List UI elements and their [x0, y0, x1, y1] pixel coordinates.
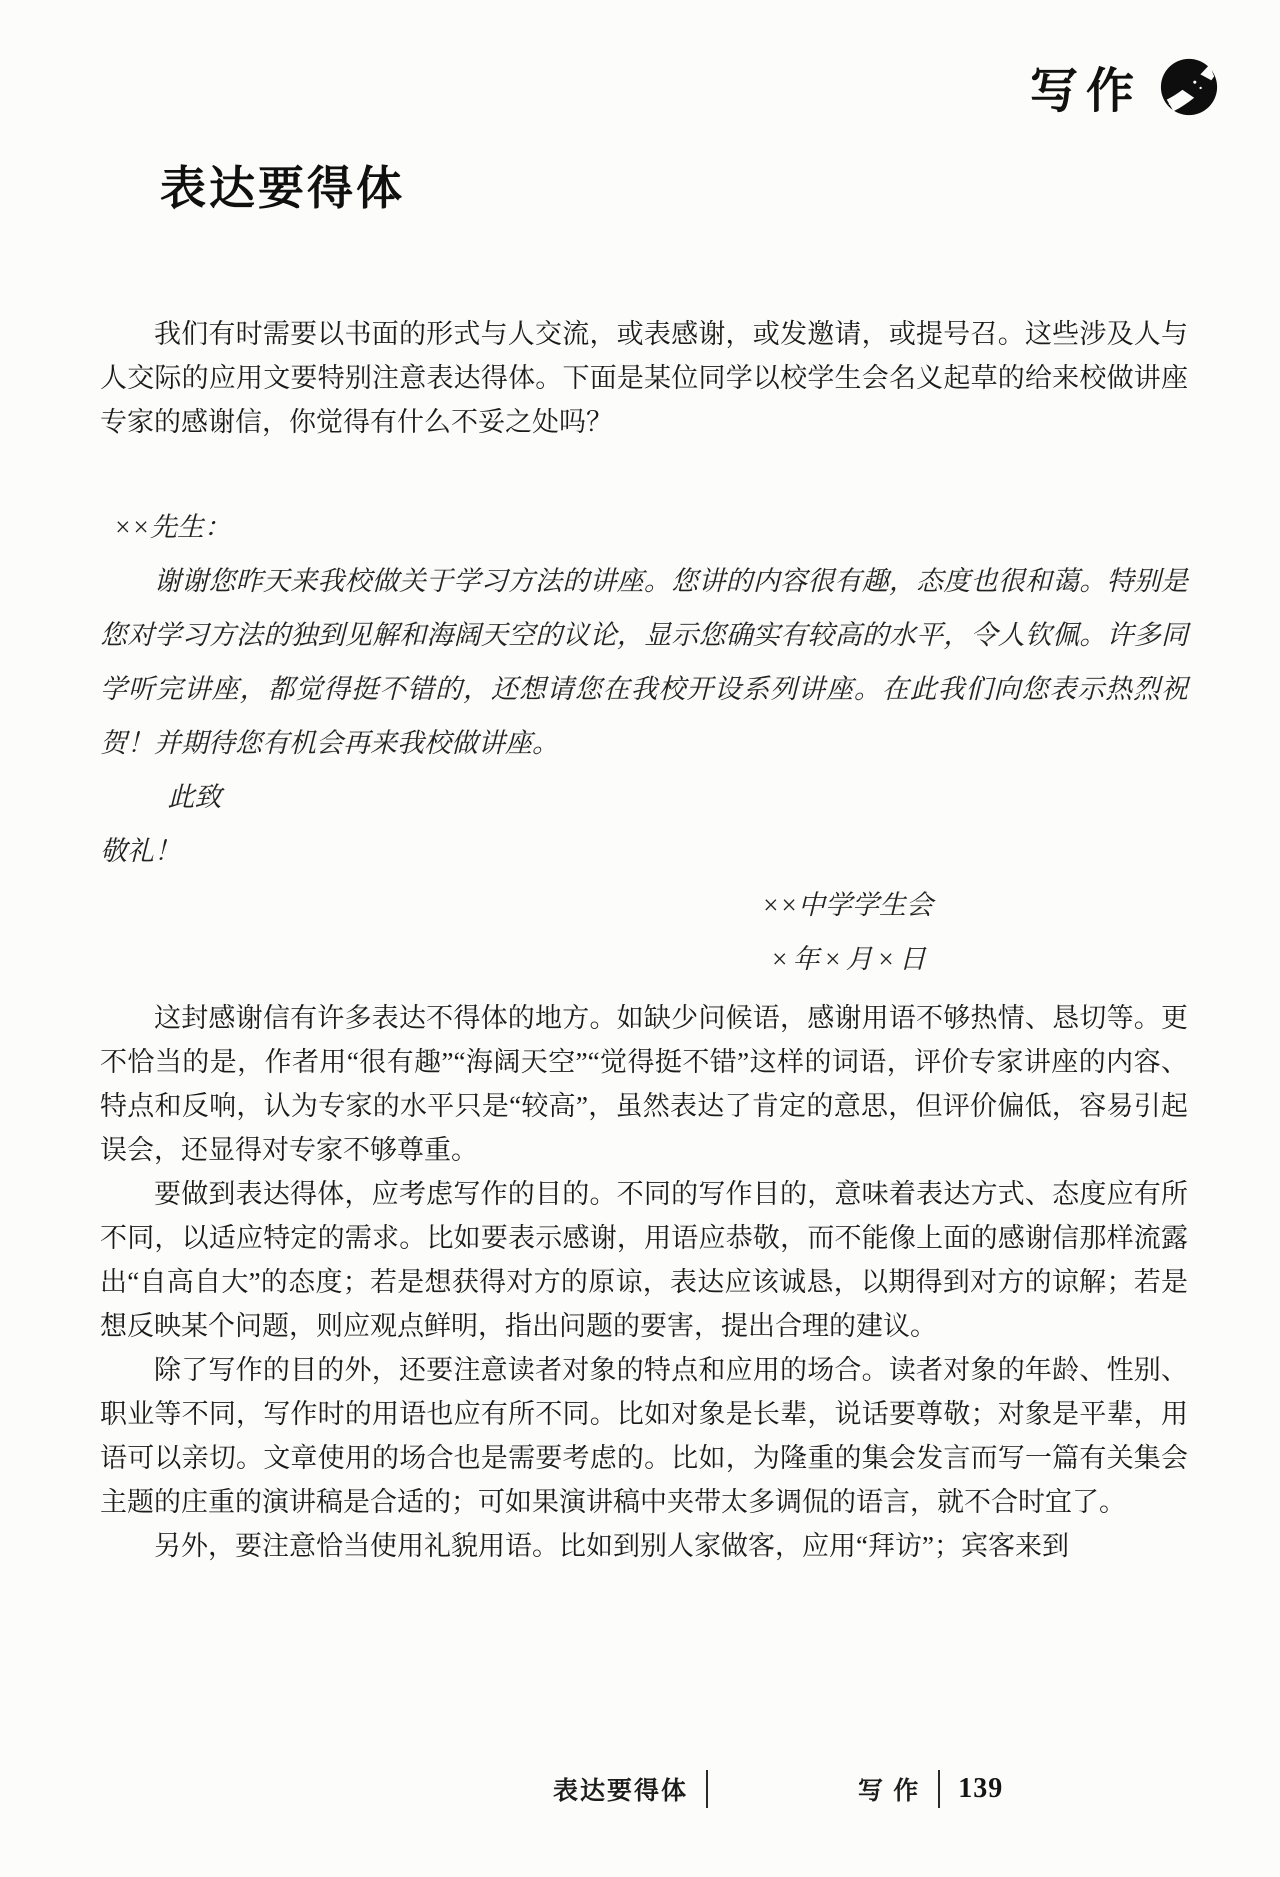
analysis-paragraph-3: 除了写作的目的外，还要注意读者对象的特点和应用的场合。读者对象的年龄、性别、职业等不同，写作时的用语也应有所不同。比如对象是长辈，说话要尊敬；对象是平辈，用语可以亲切。文章使用的场合也是需要考虑的。比如，为隆重的集会发言而写一篇有关集会主题的庄重的演讲稿是合适的；可如果演讲稿中夹带太多调侃的语言，就不合时宜了。 — [100, 1355, 1188, 1517]
footer-section-label: 写 作 — [858, 1778, 921, 1805]
sample-letter — [100, 500, 1188, 986]
analysis-paragraph-1: 这封感谢信有许多表达不得体的地方。如缺少问候语，感谢用语不够热情、恳切等。更不恰当的是，作者用“很有趣”“海阔天空”“觉得挺不错”这样的词语，评价专家讲座的内容、特点和反响，认为专家的水平只是“较高”，虽然表达了肯定的意思，但评价偏低，容易引起误会，还显得对专家不够尊重。 — [100, 1003, 1188, 1165]
analysis-paragraph-4-partial: 另外，要注意恰当使用礼貌用语。比如到别人家做客，应用“拜访”；宾客来到 — [154, 1531, 1069, 1561]
footer-chapter-title: 表达要得体 — [553, 1778, 689, 1805]
pen-nib-circle-logo-icon — [1158, 56, 1220, 118]
running-head — [1030, 52, 1220, 121]
letter-closing-respect: 敬礼！ — [100, 836, 181, 866]
footer-divider — [706, 1770, 708, 1808]
footer-pagination — [858, 1770, 1003, 1808]
intro-paragraph: 我们有时需要以书面的形式与人交流，或表感谢，或发邀请，或提号召。这些涉及人与人交际的应用文要特别注意表达得体。下面是某位同学以校学生会名义起草的给来校做讲座专家的感谢信，你觉得有什么不妥之处吗？ — [100, 319, 1188, 437]
letter-salutation: ××先生： — [113, 512, 231, 542]
analysis-paragraph-2: 要做到表达得体，应考虑写作的目的。不同的写作目的，意味着表达方式、态度应有所不同，以适应特定的需求。比如要表示感谢，用语应恭敬，而不能像上面的感谢信那样流露出“自高自大”的态度；若是想获得对方的原谅，表达应该诚恳，以期得到对方的谅解；若是想反映某个问题，则应观点鲜明，指出问题的要害，提出合理的建议。 — [100, 1179, 1188, 1341]
footer-chapter — [553, 1770, 708, 1808]
letter-closing-salute: 此致 — [167, 782, 222, 812]
main-text-column — [100, 312, 1188, 1568]
letter-body: 谢谢您昨天来我校做关于学习方法的讲座。您讲的内容很有趣，态度也很和蔼。特别是您对学习方法的独到见解和海阔天空的议论，显示您确实有较高的水平，令人钦佩。许多同学听完讲座，都觉得挺不错的，还想请您在我校开设系列讲座。在此我们向您表示热烈祝贺！并期待您有机会再来我校做讲座。 — [100, 566, 1188, 758]
footer-divider — [938, 1770, 940, 1808]
section-label: 写作 — [1030, 65, 1143, 118]
letter-date: ×年×月×日 — [770, 944, 930, 974]
footer-page-number: 139 — [958, 1773, 1004, 1804]
letter-signature: ××中学学生会 — [761, 890, 933, 920]
page-title: 表达要得体 — [160, 163, 405, 214]
